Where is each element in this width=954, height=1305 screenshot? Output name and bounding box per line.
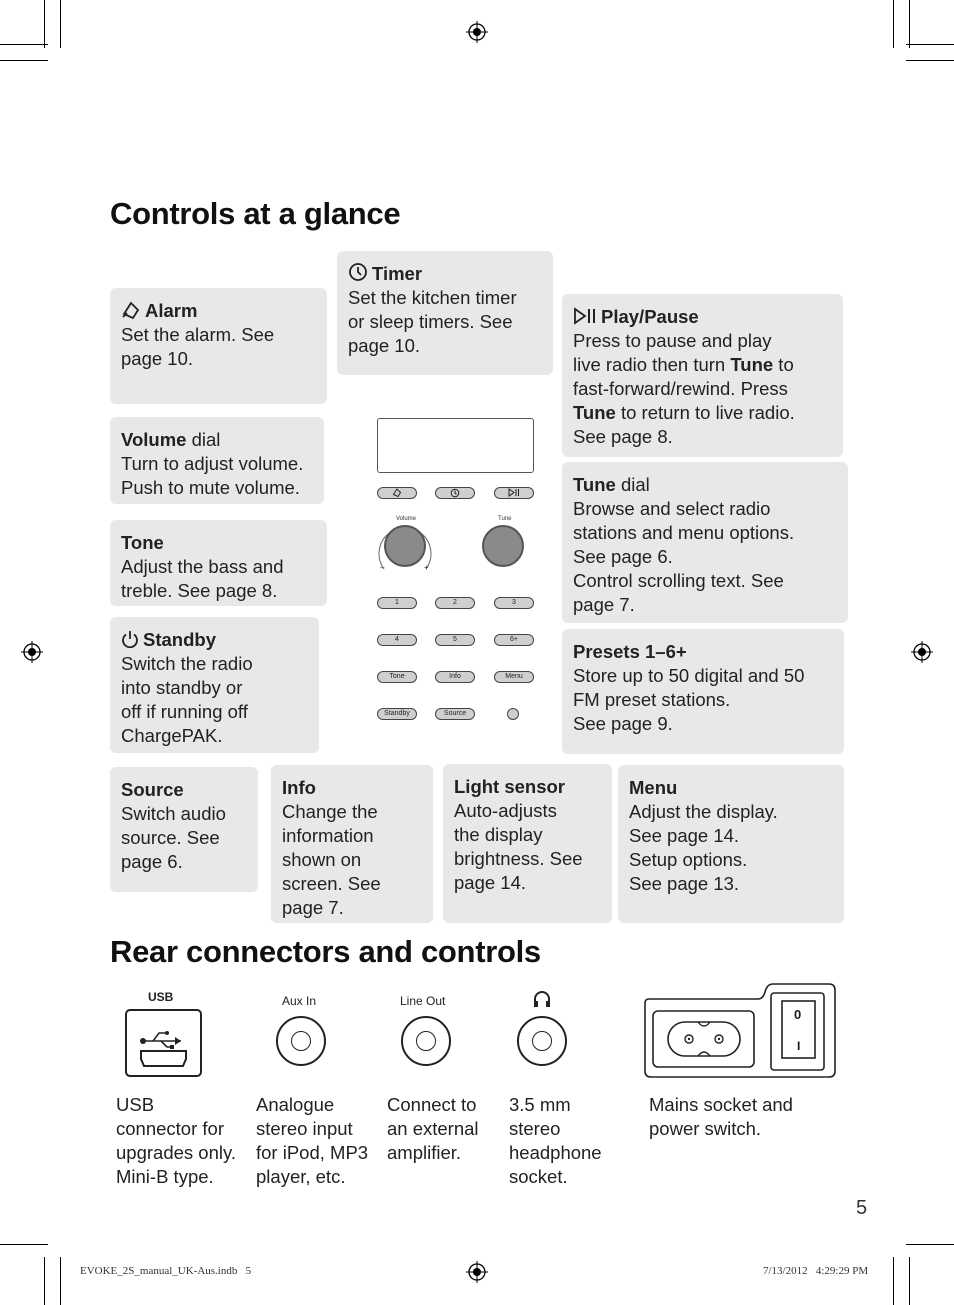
line-out-description-line: amplifier. [387,1142,462,1163]
volume-text: Push to mute volume. [121,477,300,498]
timer-text: Set the kitchen timer [348,287,517,308]
alarm-button [377,487,417,499]
power-icon [121,630,139,648]
menu-box [618,765,844,923]
tune-title: Tune [573,474,616,495]
tone-title: Tone [121,532,164,553]
mains-description-line: power switch. [649,1118,762,1139]
usb-port-icon [125,1009,202,1077]
timer-box [337,251,553,375]
crop-mark [893,0,894,48]
crop-mark [893,1257,894,1305]
play-pause-icon [573,307,597,325]
mains-description-line: Mains socket and [649,1094,793,1115]
play-pause-button [494,487,534,499]
line-out-description-line: an external [387,1118,479,1139]
usb-description-line: Mini-B type. [116,1166,214,1187]
menu-text: Setup options. [629,849,748,870]
crop-mark [906,1244,954,1245]
volume-text: Turn to adjust volume. [121,453,304,474]
radio-display [377,418,534,473]
power-switch-on-label: 0 [794,1007,802,1022]
tune-knob-label: Tune [498,516,512,522]
timer-title: Timer [372,263,423,284]
tune-knob [482,525,524,567]
tune-text: page 7. [573,594,635,615]
timer-text: page 10. [348,335,421,356]
aux-in-jack [276,1016,326,1066]
light-sensor-text: page 14. [454,872,527,893]
line-out-label: Line Out [400,994,446,1008]
crop-mark [60,0,61,48]
play-pause-text: to [773,354,794,375]
source-title: Source [121,779,184,800]
info-button: Info [435,671,475,683]
source-text: Switch audio [121,803,226,824]
headphone-description [509,1093,602,1189]
standby-box [110,617,319,753]
crop-mark [44,1257,45,1305]
tune-text: Control scrolling text. See [573,570,784,591]
usb-description-line: USB [116,1094,155,1115]
aux-description-line: player, etc. [256,1166,346,1187]
light-sensor-title: Light sensor [454,776,566,797]
crop-mark [909,1257,910,1305]
play-pause-icon [508,488,520,497]
tune-keyword: Tune [730,354,774,375]
info-text: page 7. [282,897,344,918]
usb-label: USB [148,990,174,1004]
preset-button-6plus: 6+ [494,634,534,646]
tune-suffix: dial [615,474,650,495]
alarm-bell-icon [121,301,141,319]
source-button: Source [435,708,475,720]
crop-mark [0,44,48,45]
tone-button: Tone [377,671,417,683]
mains-socket-icon [643,982,837,1079]
crop-mark [906,60,954,61]
play-pause-box [562,294,843,457]
headphone-description-line: 3.5 mm [509,1094,571,1115]
tune-text: See page 6. [573,546,673,567]
crop-mark [44,0,45,48]
crop-mark [909,0,910,48]
mains-description [649,1093,793,1141]
source-box [110,767,258,892]
light-sensor-text: the display [454,824,543,845]
standby-text: into standby or [121,677,243,698]
usb-description-line: upgrades only. [116,1142,236,1163]
info-box [271,765,433,923]
play-pause-title: Play/Pause [601,306,699,327]
tune-text: stations and menu options. [573,522,795,543]
standby-button: Standby [377,708,417,720]
standby-text: ChargePAK. [121,725,223,746]
tone-text: Adjust the bass and [121,556,284,577]
info-text: Change the [282,801,378,822]
presets-text: Store up to 50 digital and 50 [573,665,805,686]
clock-icon [450,488,460,498]
standby-title: Standby [143,629,216,650]
light-sensor-text: Auto-adjusts [454,800,557,821]
preset-button-1: 1 [377,597,417,609]
aux-description-line: stereo input [256,1118,353,1139]
aux-description-line: Analogue [256,1094,335,1115]
crop-mark [906,44,954,45]
power-switch-off-label: I [797,1039,801,1053]
preset-button-3: 3 [494,597,534,609]
play-pause-text: fast-forward/rewind. Press [573,378,788,399]
footer-date: 7/13/2012 4:29:29 PM [763,1265,869,1277]
line-out-description-line: Connect to [387,1094,477,1115]
clock-icon [348,262,368,282]
alarm-text: Set the alarm. See [121,324,275,345]
preset-button-4: 4 [377,634,417,646]
info-title: Info [282,777,316,798]
preset-button-5: 5 [435,634,475,646]
tone-box [110,520,327,606]
section-title-rear: Rear connectors and controls [110,934,541,969]
line-out-jack [401,1016,451,1066]
volume-knob [384,525,426,567]
aux-in-label: Aux In [282,994,317,1008]
info-text: shown on [282,849,362,870]
volume-knob-label: Volume [396,516,417,522]
info-text: screen. See [282,873,381,894]
tone-text: treble. See page 8. [121,580,278,601]
registration-mark-icon [466,21,488,43]
play-pause-text: to return to live radio. [615,402,795,423]
tune-keyword: Tune [573,402,616,423]
light-sensor-box [443,764,612,923]
preset-button-2: 2 [435,597,475,609]
page-title: Controls at a glance [110,196,401,231]
source-text: page 6. [121,851,183,872]
menu-button: Menu [494,671,534,683]
page-number: 5 [856,1197,868,1219]
play-pause-text: Press to pause and play [573,330,772,351]
timer-text: or sleep timers. See [348,311,513,332]
footer-file-name: EVOKE_2S_manual_UK-Aus.indb 5 [80,1265,252,1277]
menu-title: Menu [629,777,678,798]
menu-text: See page 13. [629,873,740,894]
tune-box [562,462,848,623]
headphone-description-line: socket. [509,1166,568,1187]
line-out-description [387,1093,479,1165]
volume-title: Volume [121,429,187,450]
headphones-icon [532,990,552,1008]
tune-text: Browse and select radio [573,498,771,519]
registration-mark-icon [466,1261,488,1283]
volume-plus: + [424,563,429,572]
alarm-box [110,288,327,404]
usb-description [116,1093,236,1189]
volume-suffix: dial [186,429,221,450]
aux-description [256,1093,368,1189]
volume-box [110,417,324,504]
volume-minus: – [380,563,385,572]
headphone-description-line: stereo [509,1118,561,1139]
play-pause-text: live radio then turn [573,354,731,375]
usb-description-line: connector for [116,1118,224,1139]
registration-mark-icon [911,641,933,663]
menu-text: Adjust the display. [629,801,778,822]
presets-box [562,629,844,754]
alarm-title: Alarm [145,300,198,321]
light-sensor [507,708,519,720]
alarm-bell-icon [392,488,402,497]
alarm-text: page 10. [121,348,194,369]
registration-mark-icon [21,641,43,663]
source-text: source. See [121,827,220,848]
crop-mark [0,1244,48,1245]
presets-title: Presets 1–6+ [573,641,687,662]
light-sensor-text: brightness. See [454,848,583,869]
info-text: information [282,825,374,846]
headphone-description-line: headphone [509,1142,602,1163]
headphone-jack [517,1016,567,1066]
presets-text: See page 9. [573,713,673,734]
aux-description-line: for iPod, MP3 [256,1142,369,1163]
crop-mark [60,1257,61,1305]
standby-text: Switch the radio [121,653,253,674]
play-pause-text: See page 8. [573,426,673,447]
standby-text: off if running off [121,701,248,722]
menu-text: See page 14. [629,825,740,846]
timer-button [435,487,475,499]
presets-text: FM preset stations. [573,689,731,710]
crop-mark [0,60,48,61]
